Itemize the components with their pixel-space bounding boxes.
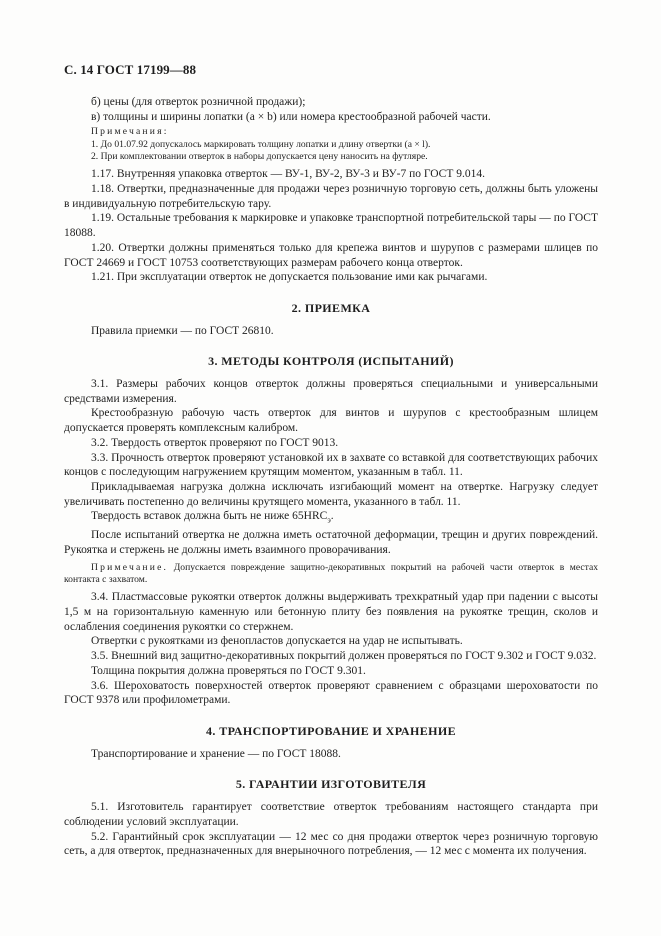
clause-1-18: 1.18. Отвертки, предназначенные для продажи через розничную торговую сеть, должны быть уложены в индивидуальную потребительскую тару. — [64, 183, 598, 210]
clause-1-21: 1.21. При эксплуатации отверток не допускается пользование ими как рычагами. — [91, 271, 488, 284]
clause-3-2: 3.2. Твердость отверток проверяют по ГОСТ 9013. — [91, 436, 339, 449]
clause-3-3: 3.3. Прочность отверток проверяют установкой их в захвате со вставкой для соответствующих рабочих концов с последующим нагружением крутящим моментом, указанным в табл. 11. — [64, 451, 598, 479]
section-5-title: 5. ГАРАНТИИ ИЗГОТОВИТЕЛЯ — [235, 777, 427, 792]
section-3-note: Примечание. Допускается повреждение защитно-декоративных покрытий на рабочей части отверток в местах контакта с захватом. — [64, 561, 598, 586]
clause-3-5: 3.5. Внешний вид защитно-декоративных покрытий должен проверяться по ГОСТ 9.302 и ГОСТ 9.032. — [91, 650, 597, 663]
clause-1-20: 1.20. Отвертки должны применяться только для крепежа винтов и шурупов с размерами шлицев по ГОСТ 24669 и ГОСТ 10753 соответствующих размерам рабочего конца отверток. — [64, 241, 598, 269]
notes-title: Примечания: — [91, 126, 169, 138]
phenoplast-handles: Отвертки с рукоятками из фенопластов допускается на удар не испытывать. — [91, 635, 463, 648]
section-3-title: 3. МЕТОДЫ КОНТРОЛЯ (ИСПЫТАНИЙ) — [208, 354, 454, 369]
clause-3-6: 3.6. Шероховатость поверхностей отверток проверяют сравнением с образцами шероховатости по ГОСТ 9378 или профилометрами. — [64, 679, 598, 707]
note-1: 1. До 01.07.92 допускалось маркировать толщину лопатки и длину отвертки (a × l). — [91, 138, 431, 150]
cross-tip-check: Крестообразную рабочую часть отверток для винтов и шурупов с крестообразным шлицем допускается проверять комплексным калибром. — [64, 407, 598, 435]
clause-5-2: 5.2. Гарантийный срок эксплуатации — 12 мес со дня продажи отверток через розничную торговую сеть, а для отверток, предназначенных для внерыночного потребления, — 12 мес с момента их получения. — [64, 830, 598, 858]
item-b: б) цены (для отверток розничной продажи); — [91, 96, 306, 108]
load-requirements: Прикладываемая нагрузка должна исключать изгибающий момент на отвертке. Нагрузку следует увеличивать постепенно до величины крутящего момента, указанного в табл. 11. — [64, 480, 598, 508]
clause-3-4: 3.4. Пластмассовые рукоятки отверток должны выдерживать трехкратный удар при падении с высоты 1,5 м на горизонтальную каменную или бетонную плиту без появления на рукоятке трещин, сколов и ослабления соединения рукоятки со стержнем. — [64, 591, 598, 633]
after-test-requirements: После испытаний отвертка не должна иметь остаточной деформации, трещин и других повреждений. Рукоятка и стержень не должны иметь взаимного проворачивания. — [64, 529, 598, 557]
item-v: в) толщины и ширины лопатки (a × b) или номера крестообразной рабочей части. — [91, 110, 491, 123]
section-2-title: 2. ПРИЕМКА — [291, 300, 371, 315]
transport-storage: Транспортирование и хранение — по ГОСТ 18088. — [91, 747, 341, 760]
clause-1-17: 1.17. Внутренняя упаковка отверток — ВУ-1, ВУ-2, ВУ-3 и ВУ-7 по ГОСТ 9.014. — [91, 168, 485, 181]
coating-thickness: Толщина покрытия должна проверяться по ГОСТ 9.301. — [91, 664, 366, 677]
note-2: 2. При комплектовании отверток в наборы допускается цену наносить на футляре. — [91, 151, 428, 162]
acceptance-rules: Правила приемки — по ГОСТ 26810. — [91, 324, 274, 337]
clause-3-1: 3.1. Размеры рабочих концов отверток должны проверяться специальными и универсальными средствами измерения. — [64, 378, 598, 405]
insert-hardness: Твердость вставок должна быть не ниже $65HRC_э$. — [91, 510, 334, 525]
page-header: С. 14 ГОСТ 17199—88 — [64, 62, 197, 77]
document-body — [64, 95, 598, 859]
clause-1-19: 1.19. Остальные требования к маркировке и упаковке транспортной потребительской тары — по ГОСТ 18088. — [64, 212, 598, 240]
clause-5-1: 5.1. Изготовитель гарантирует соответствие отверток требованиям настоящего стандарта при соблюдении условий эксплуатации. — [64, 801, 598, 828]
section-4-title: 4. ТРАНСПОРТИРОВАНИЕ И ХРАНЕНИЕ — [206, 723, 456, 738]
